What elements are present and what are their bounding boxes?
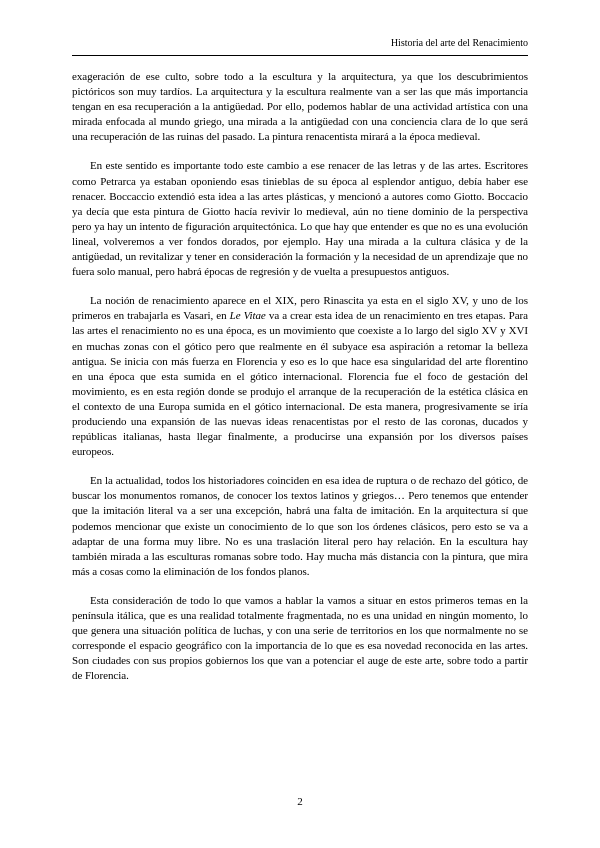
book-title-italic: Le Vitae (229, 310, 266, 323)
paragraph-2: En este sentido es importante todo este cambio a ese renacer de las letras y de las artes. Escritores como Petrarca ya estaban oponiendo esas tinieblas de su época al esplendor antiguo, debía haber ese renacer. Boccaccio extendió esta idea a las artes plásticas, y mencionó a autores como Giotto. Boccacio ya decía que esta pintura de Giotto hacía revivir lo medieval, aún no tiene dominio de la perspectiva pero ya hay un intento de figuración arquitectónica. Lo que hay que entender es que no es una evolución lineal, volveremos a ver fondos dorados, por ejemplo. Hay una mirada a la cultura clásica y de la antigüedad, un revitalizar y tener en consideración la formación y la necesidad de un aprendizaje que no fuera solo manual, pero habrá épocas de regresión y de vuelta a presupuestos antiguos. (72, 160, 528, 279)
paragraph-3-before: La noción de renacimiento aparece en el XIX, pero Rinascita ya esta en el siglo XV, y uno de los primeros en trabajarla es Vasari, en (72, 295, 528, 323)
paragraph-4: En la actualidad, todos los historiadores coinciden en esa idea de ruptura o de rechazo del gótico, de buscar los monumentos romanos, de conocer los textos latinos y griegos… Pero tenemos que entender que la imitación literal va a ser una excepción, habrá una falta de imitación. En la arquitectura sí que podemos mencionar que existe un conocimiento de lo que son los órdenes clásicos, pero esto se va a adaptar de una forma muy libre. No es una traslación literal pero hay relación. En la escultura hay también mirada a las esculturas romanas sobre todo. Hay mucha más distancia con la pintura, que mira más a cosas como la eliminación de los fondos planos. (72, 475, 528, 578)
paragraph-1: exageración de ese culto, sobre todo a la escultura y la arquitectura, ya que los descubrimientos pictóricos son muy tardíos. La arquitectura y la escultura realmente van a ser las que más importancia tengan en esa recuperación a la antigüedad. Por ello, podemos hablar de una actividad artística con una mirada enfocada al mundo griego, una mirada a la antigüedad con una conciencia clara de lo que será una recuperación de las ruinas del pasado. La pintura renacentista mirará a la época medieval. (72, 71, 528, 144)
header-rule (72, 55, 528, 56)
body-text (72, 70, 528, 698)
paragraph-3 (72, 294, 528, 460)
page-number: 2 (297, 796, 303, 808)
running-header: Historia del arte del Renacimiento (390, 38, 528, 49)
paragraph-5: Esta consideración de todo lo que vamos a hablar la vamos a situar en estos primeros temas en la península itálica, que es una realidad totalmente fragmentada, no es una unidad en ningún momento, lo que genera una situación política de luchas, y con una serie de territorios en los que normalmente no se corresponde el espacio geográfico con la importancia de lo que es esa novedad reconocida en las artes. Son ciudades con sus propios gobiernos los que van a potenciar el auge de este arte, sobre todo a partir de Florencia. (72, 594, 528, 683)
paragraph-3-after: va a crear esta idea de un renacimiento en tres etapas. Para las artes el renacimiento no es una época, es un movimiento que coexiste a lo largo del siglo XV y XVI en muchas zonas con el gótico pero que realmente en él subyace esa aspiración a retomar la belleza antigua. Se inicia con más fuerza en Florencia y eso es lo que hace esa singularidad del arte florentino en una época que esta sumida en el gótico internacional. Florencia fue el foco de gestación del movimiento, es en esta región donde se produjo el arranque de la recuperación de la estética clásica en el contexto de una Europa sumida en el gótico internacional. De esta manera, progresivamente se iría produciendo una expansión de las nuevas ideas renacentistas por el resto de las coronas, ducados y repúblicas italianas, hasta llegar finalmente, a producirse una expansión por los diversos países europeos. (72, 310, 528, 459)
